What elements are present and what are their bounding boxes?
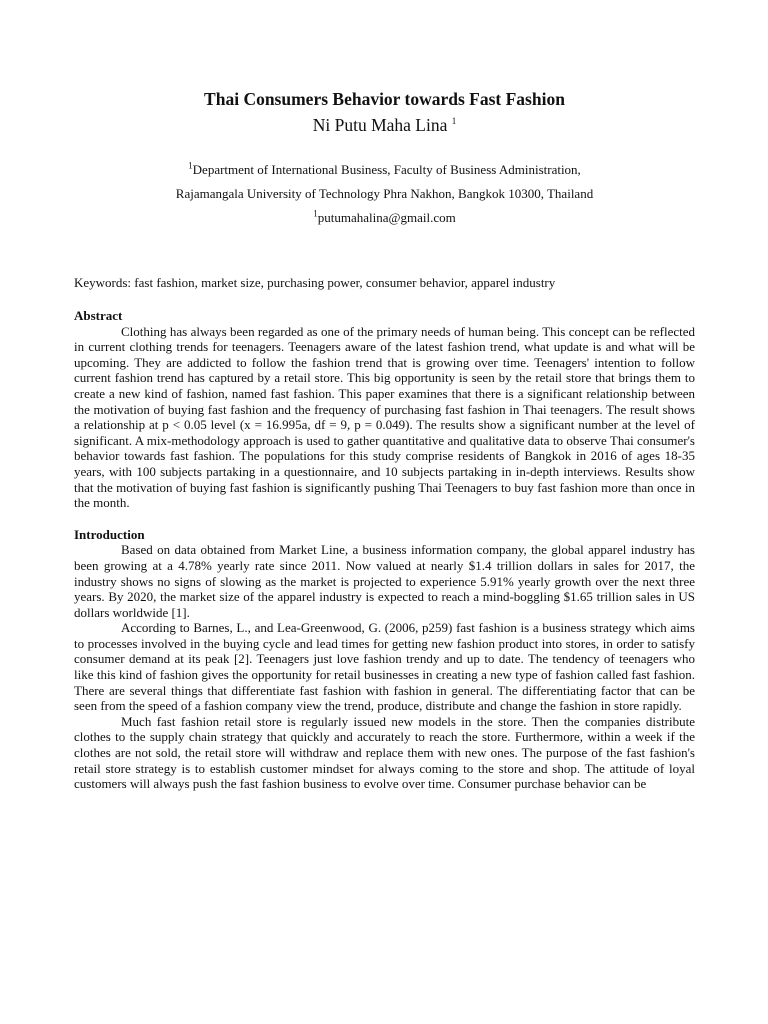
author-name: Ni Putu Maha Lina bbox=[312, 115, 452, 135]
abstract-heading: Abstract bbox=[74, 308, 123, 323]
email-text: putumahalina@gmail.com bbox=[317, 210, 456, 225]
abstract-section bbox=[74, 308, 695, 511]
affiliation-text: Department of International Business, Faculty of Business Administration, bbox=[192, 162, 581, 177]
introduction-paragraph: According to Barnes, L., and Lea-Greenwood, G. (2006, p259) fast fashion is a business strategy which aims to processes involved in the buying cycle and lead times for getting new fashion product into stores, in order to satisfy consumer demand at its peak [2]. Teenagers just love fashion trendy and up to date. The tendency of teenagers who like this kind of fashion gives the opportunity for retail businesses in creating a new type of fashion called fast fashion. There are several things that differentiate fast fashion with fashion in general. The differentiating factor that can be seen from the speed of a fashion company view the trend, produce, distribute and change the fashion in store rapidly. bbox=[74, 620, 695, 714]
paper-title: Thai Consumers Behavior towards Fast Fashion bbox=[204, 89, 565, 109]
abstract-paragraph: Clothing has always been regarded as one of the primary needs of human being. This concept can be reflected in current clothing trends for teenagers. Teenagers aware of the latest fashion trend, what update is and what will be upcoming. They are addicted to follow the fashion trend that is growing over time. Teenagers' intention to follow current fashion trend has captured by a retail store. This big opportunity is seen by the retail store that brings them to create a new kind of fashion, named fast fashion. This paper examines that there is a significant relationship between the motivation of buying fast fashion and the frequency of purchasing fast fashion in Thai teenagers. The result shows a relationship at p < 0.05 level (x = 16.995a, df = 9, p = 0.049). The results show a significant number at the level of significant. A mix-methodology approach is used to gather quantitative and qualitative data to observe Thai consumer's behavior towards fast fashion. The populations for this study comprise residents of Bangkok in 2016 of ages 18-35 years, with 100 subjects partaking in a questionnaire, and 10 subjects partaking in in-depth interviews. Results show that the motivation of buying fast fashion is significantly pushing Thai Teenagers to buy fast fashion more than once in the month. bbox=[74, 323, 695, 511]
introduction-paragraph: Based on data obtained from Market Line, a business information company, the global apparel industry has been growing at a 4.78% yearly rate since 2011. Now valued at nearly $1.4 trillion dollars in sales for 2017, the industry shows no signs of slowing as the market is projected to experience 5.91% yearly growth over the next three years. By 2020, the market size of the apparel industry is expected to reach a mind-boggling $1.65 trillion sales in US dollars worldwide [1]. bbox=[74, 542, 695, 620]
paper-page bbox=[74, 88, 695, 792]
author-superscript: 1 bbox=[451, 116, 457, 127]
affiliations bbox=[74, 158, 695, 230]
author-line bbox=[74, 114, 695, 136]
introduction-section bbox=[74, 527, 695, 792]
affiliation-text: Rajamangala University of Technology Phra Nakhon, Bangkok 10300, Thailand bbox=[175, 186, 594, 201]
affiliation-superscript: 1 bbox=[313, 208, 318, 219]
keywords: Keywords: fast fashion, market size, purchasing power, consumer behavior, apparel industry bbox=[74, 275, 556, 290]
affiliation-email bbox=[74, 206, 695, 230]
affiliation-superscript: 1 bbox=[188, 160, 193, 171]
affiliation-university bbox=[74, 182, 695, 206]
affiliation-department bbox=[74, 158, 695, 182]
introduction-heading: Introduction bbox=[74, 526, 145, 542]
introduction-paragraph: Much fast fashion retail store is regularly issued new models in the store. Then the companies distribute clothes to the supply chain strategy that quickly and accurately to reach the store. Furthermore, within a week if the clothes are not sold, the retail store will withdraw and replace them with new ones. The purpose of the fast fashion's retail store strategy is to establish customer mindset for always coming to the store and shop. The attitude of loyal customers will always push the fast fashion business to evolve over time. Consumer purchase behavior can be bbox=[74, 713, 695, 792]
